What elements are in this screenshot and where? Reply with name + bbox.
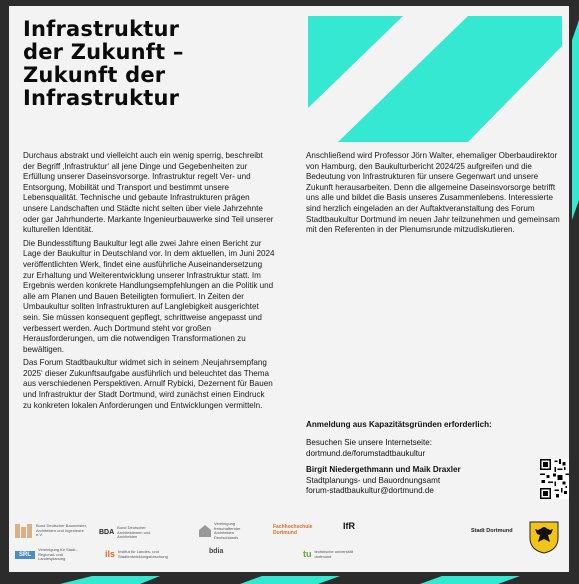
logo-bda (99, 526, 167, 540)
coat-of-arms-icon (529, 520, 559, 554)
fh-line-1: Fachhochschule (273, 524, 313, 530)
intro-paragraph-3: Das Forum Stadtbaukultur widmet sich in seinem ‚Neujahrsempfang 2025‘ dieser Zukunftsaufgabe ausführlich und beleuchtet das Thema aus verschiedenen Perspektiven. Arnulf Rybicki, Dezernent für Bauen und Infrastruktur der Stadt Dortmund, wird zunächst einen Eindruck zu konkreten lokalen Anforderungen und Entwicklungen vermitteln. (23, 358, 273, 410)
logo-ils (105, 550, 168, 559)
tu-text: technische universität dortmund (314, 549, 353, 559)
bdia-mark: bdia (209, 548, 224, 555)
registration-heading-block (306, 420, 560, 431)
contact-names: Birgit Niedergethmann und Maik Draxler (306, 465, 461, 475)
title-line-4: Infrastruktur (23, 86, 180, 110)
logo-srl (15, 548, 83, 562)
flyer-page (9, 6, 569, 572)
website-label: Besuchen Sie unsere Internetseite: (306, 438, 432, 447)
logo-fh-dortmund (273, 524, 312, 536)
vereinigung-text: Vereinigung freischaffender Architekten Deutschlands (214, 521, 241, 540)
stadt-dortmund-label: Stadt Dortmund (471, 528, 513, 534)
contact-email[interactable]: forum-stadtbaukultur@dortmund.de (306, 486, 434, 496)
logo-vereinigung (199, 522, 256, 540)
intro-paragraph-1: Durchaus abstrakt und vielleicht auch ein wenig sperrig, beschreibt der Begriff ‚Infrastruktur‘ all jene Dinge und Gegebenheiten zur Erfüllung unserer Daseinsvorsorge. Infrastruktur regelt Ver- und Entsorgung, Mobilität und Transport und bestimmt unsere Lebensqualität. Technische und gebaute Infrastrukturen prägen unsere Landschaften und Städte nicht selten über viele Jahrzehnte oder gar Jahrhunderte. Markante Ingenieurbauwerke sind Teil unserer kulturellen Identität. (23, 151, 274, 235)
intro-paragraph-2: Die Bundesstiftung Baukultur legt alle zwei Jahre einen Bericht zur Lage der Baukultur in Deutschland vor. In dem aktuellen, im Juni 2024 veröffentlichten Werk, findet eine ausführliche Auseinandersetzung zur Erhaltung und Weiterentwicklung unserer Infrastruktur statt. Im Ergebnis werden konkrete Handlungsempfehlungen an die Politik und alle am Planen und Bauen Beteiligten formuliert. In Zeiten der Umbaukultur sollten Infrastrukturen auf Langlebigkeit ausgerichtet sein. Sie müssen konsequent gepflegt, schrittweise angepasst und verbessert werden. Auch Dortmund steht vor großen Herausforderungen, um die notwendigen Transformationen zu bewältigen. (23, 238, 275, 354)
bdb-text: Bund Deutscher Baumeister, Architekten und Ingenieure e.V. (36, 523, 87, 538)
registration-heading: Anmeldung aus Kapazitätsgründen erforderlich: (306, 420, 492, 429)
contact-office: Stadtplanungs- und Bauordnungsamt (306, 475, 441, 485)
accent-graphic (308, 16, 562, 142)
page-title (23, 18, 283, 110)
title-line-2: der Zukunft – (23, 40, 184, 64)
house-icon (199, 525, 211, 537)
logo-bdia (209, 550, 223, 555)
bdb-mark-icon (15, 524, 33, 538)
bda-text: Bund Deutscher Architektinnen und Architekten (117, 525, 151, 539)
ifr-mark: IfR (343, 521, 355, 531)
bda-mark: BDA (99, 528, 115, 536)
title-line-3: Zukunft der (23, 63, 166, 87)
ils-mark: ils (105, 549, 116, 560)
logo-tu-dortmund (303, 550, 365, 559)
ils-text: Institut für Landes- und Stadtentwicklungsforschung (118, 549, 168, 559)
website-link[interactable]: dortmund.de/forumstadtbaukultur (306, 448, 426, 458)
intro-text-column (23, 151, 275, 414)
program-paragraph-1: Anschließend wird Professor Jörn Walter, ehemaliger Oberbaudirektor von Hamburg, den Baukulturbericht 2024/25 aufgreifen und die Bedeutung von Infrastrukturen für unsere Gegenwart und unsere Zukunft herausarbeiten. Denn die allgemeine Daseinsvorsorge betrifft uns alle und bildet die Basis unseres Zusammenlebens. Interessierte sind herzlich eingeladen an der Auftaktveranstaltung des Forum Stadtbaukultur Dortmund im neuen Jahr teilzunehmen und gemeinsam mit den Referenten in der Plenumsrunde mitzudiskutieren. (306, 151, 560, 235)
title-line-1: Infrastruktur (23, 17, 180, 41)
logo-bdb (15, 524, 91, 538)
logo-ifr (343, 521, 355, 531)
srl-mark: SRL (15, 551, 35, 560)
qr-code[interactable] (540, 459, 569, 499)
tu-mark: tu (303, 549, 312, 560)
srl-text: Vereinigung für Stadt-, Regional- und Landesplanung (38, 547, 78, 561)
program-text-column (306, 151, 560, 239)
partner-logos (9, 514, 569, 572)
fh-line-2: Dortmund (273, 530, 297, 536)
contact-block (306, 438, 536, 497)
